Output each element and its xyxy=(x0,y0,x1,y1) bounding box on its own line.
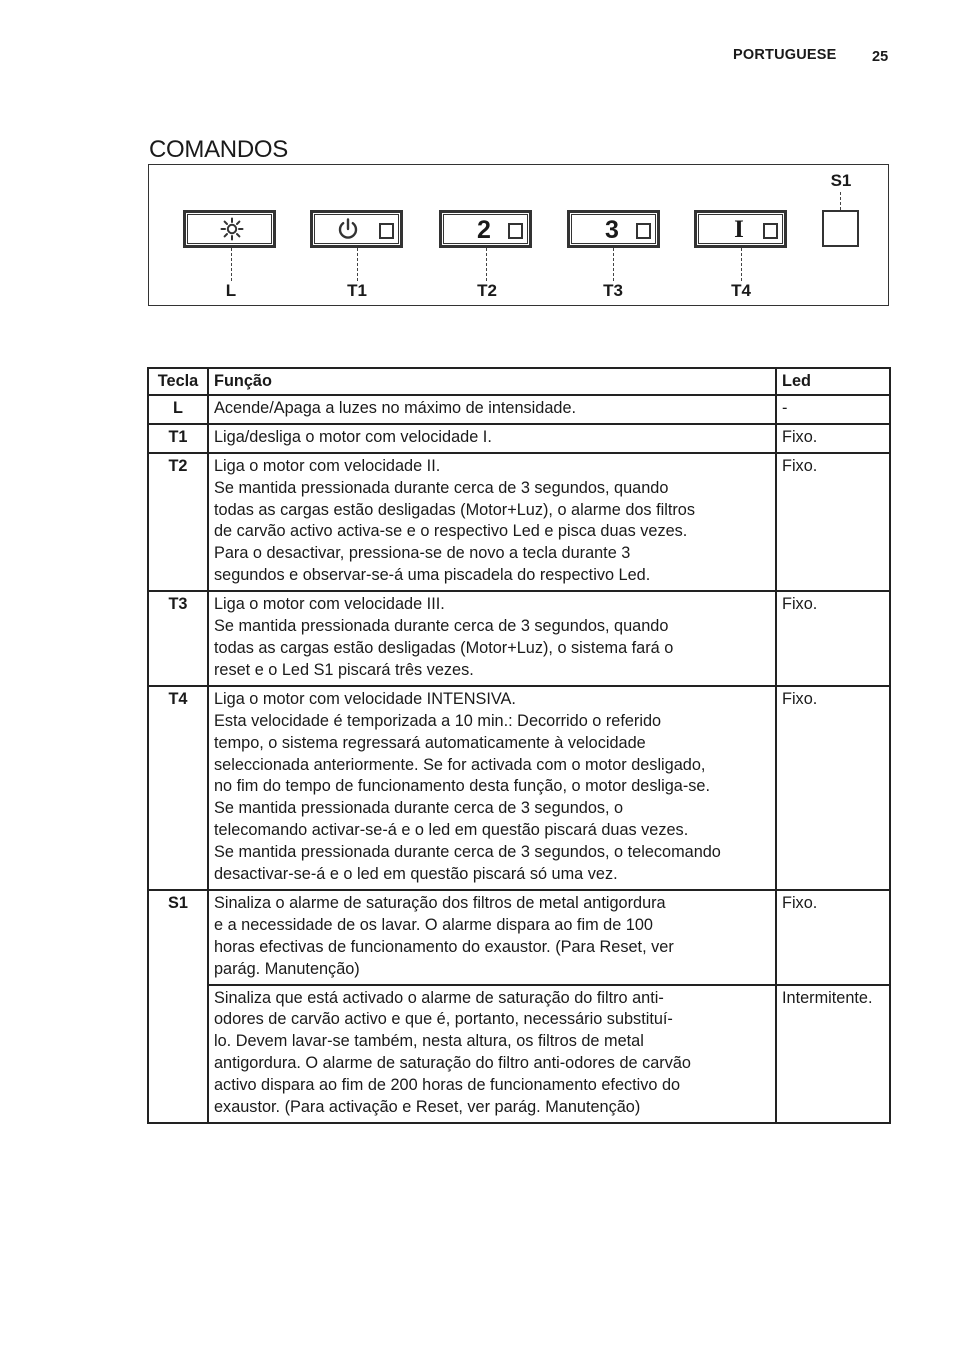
column-header-led: Led xyxy=(776,368,890,395)
function-text-line: Liga o motor com velocidade II. xyxy=(214,456,441,475)
row-led: - xyxy=(776,395,890,424)
leader-line-t2 xyxy=(486,248,487,281)
row-function xyxy=(208,424,776,453)
s1-led xyxy=(822,210,859,247)
function-text-line: Se mantida pressionada durante cerca de 3 segundos, o xyxy=(214,799,624,818)
key-t1 xyxy=(310,210,403,248)
control-panel-diagram xyxy=(148,164,889,306)
row-key: T3 xyxy=(148,591,208,686)
function-text-line: lo. Devem lavar-se também, nesta altura, os filtros de metal xyxy=(214,1032,644,1051)
page-number: 25 xyxy=(872,49,889,65)
key-led-t2 xyxy=(508,223,523,239)
row-key: S1 xyxy=(148,890,208,985)
function-text-line: todas as cargas estão desligadas (Motor+Luz), o alarme dos filtros xyxy=(214,500,695,519)
light-icon xyxy=(220,217,244,241)
row-led: Intermitente. xyxy=(776,985,890,1123)
table-row xyxy=(148,890,890,985)
function-text-line: Se mantida pressionada durante cerca de 3 segundos, quando xyxy=(214,617,669,636)
function-text-line: Esta velocidade é temporizada a 10 min.: Decorrido o referido xyxy=(214,711,662,730)
functions-table xyxy=(147,367,891,1124)
key-label-t2: T2 xyxy=(477,281,497,300)
function-text-line: telecomando activar-se-á e o led em questão piscará duas vezes. xyxy=(214,821,689,840)
header-language: PORTUGUESE xyxy=(733,47,837,63)
key-label-l: L xyxy=(225,281,237,300)
function-text-line: desactivar-se-á e o led em questão piscará só uma vez. xyxy=(214,865,618,884)
function-text-line: Sinaliza que está activado o alarme de saturação do filtro anti- xyxy=(214,988,664,1007)
function-text-line: Sinaliza o alarme de saturação dos filtros de metal antigordura xyxy=(214,893,666,912)
table-row xyxy=(148,591,890,686)
row-key xyxy=(148,985,208,1123)
table-row xyxy=(148,985,890,1123)
column-header-function: Função xyxy=(208,368,776,395)
function-text-line: Liga o motor com velocidade INTENSIVA. xyxy=(214,689,516,708)
function-text-line: parág. Manutenção) xyxy=(214,959,360,978)
row-led: Fixo. xyxy=(776,591,890,686)
function-text-line: no fim do tempo de funcionamento desta função, o motor desliga-se. xyxy=(214,777,710,796)
leader-line-t4 xyxy=(741,248,742,281)
row-key: L xyxy=(148,395,208,424)
row-led: Fixo. xyxy=(776,424,890,453)
key-t2 xyxy=(439,210,532,248)
key-t3 xyxy=(567,210,660,248)
row-function xyxy=(208,453,776,591)
section-title: COMANDOS xyxy=(149,136,288,163)
function-text-line: activo dispara ao fim de 200 horas de funcionamento efectivo do xyxy=(214,1076,681,1095)
row-led: Fixo. xyxy=(776,453,890,591)
function-text-line: todas as cargas estão desligadas (Motor+Luz), o sistema fará o xyxy=(214,638,674,657)
function-text-line: de carvão activo activa-se e o respectivo Led e pisca duas vezes. xyxy=(214,522,688,541)
key-symbol-t4: I xyxy=(734,216,744,243)
table-header-row xyxy=(148,368,890,395)
function-text-line: seleccionada anteriormente. Se for activada com o motor desligado, xyxy=(214,755,706,774)
function-text-line: Liga/desliga o motor com velocidade I. xyxy=(214,427,492,446)
function-text-line: e a necessidade de os lavar. O alarme dispara ao fim de 100 xyxy=(214,915,653,934)
s1-label: S1 xyxy=(830,171,852,190)
function-text-line: exaustor. (Para activação e Reset, ver parág. Manutenção) xyxy=(214,1098,641,1117)
key-label-t4: T4 xyxy=(731,281,751,300)
table-row xyxy=(148,424,890,453)
key-led-t1 xyxy=(379,223,394,239)
function-text-line: Se mantida pressionada durante cerca de 3 segundos, o telecomando xyxy=(214,843,721,862)
power-icon xyxy=(337,218,359,240)
row-led: Fixo. xyxy=(776,686,890,890)
function-text-line: segundos e observar-se-á uma piscadela do respectivo Led. xyxy=(214,566,651,585)
function-text-line: Liga o motor com velocidade III. xyxy=(214,595,445,614)
row-key: T4 xyxy=(148,686,208,890)
row-key: T1 xyxy=(148,424,208,453)
function-text-line: tempo, o sistema regressará automaticamente à velocidade xyxy=(214,733,646,752)
row-function xyxy=(208,890,776,985)
function-text-line: Acende/Apaga a luzes no máximo de intensidade. xyxy=(214,398,577,417)
function-text-line: Se mantida pressionada durante cerca de 3 segundos, quando xyxy=(214,478,669,497)
leader-line-l xyxy=(231,248,232,281)
function-text-line: horas efectivas de funcionamento do exaustor. (Para Reset, ver xyxy=(214,937,674,956)
function-text-line: reset e o Led S1 piscará três vezes. xyxy=(214,660,474,679)
s1-leader-line xyxy=(840,192,841,210)
key-label-t1: T1 xyxy=(347,281,367,300)
table-row xyxy=(148,395,890,424)
row-function xyxy=(208,686,776,890)
function-text-line: Para o desactivar, pressiona-se de novo a tecla durante 3 xyxy=(214,544,631,563)
key-symbol-t2: 2 xyxy=(477,216,491,244)
row-led: Fixo. xyxy=(776,890,890,985)
table-row xyxy=(148,686,890,890)
key-label-t3: T3 xyxy=(603,281,623,300)
table-row xyxy=(148,453,890,591)
row-key: T2 xyxy=(148,453,208,591)
function-text-line: antigordura. O alarme de saturação do filtro anti-odores de carvão xyxy=(214,1054,691,1073)
key-led-t4 xyxy=(763,223,778,239)
row-function xyxy=(208,591,776,686)
key-led-t3 xyxy=(636,223,651,239)
key-symbol-t3: 3 xyxy=(605,216,619,244)
row-function xyxy=(208,985,776,1123)
key-l xyxy=(183,210,276,248)
row-function xyxy=(208,395,776,424)
key-t4 xyxy=(694,210,787,248)
leader-line-t3 xyxy=(613,248,614,281)
column-header-key: Tecla xyxy=(148,368,208,395)
function-text-line: odores de carvão activo e que é, portanto, necessário substituí- xyxy=(214,1010,673,1029)
leader-line-t1 xyxy=(357,248,358,281)
